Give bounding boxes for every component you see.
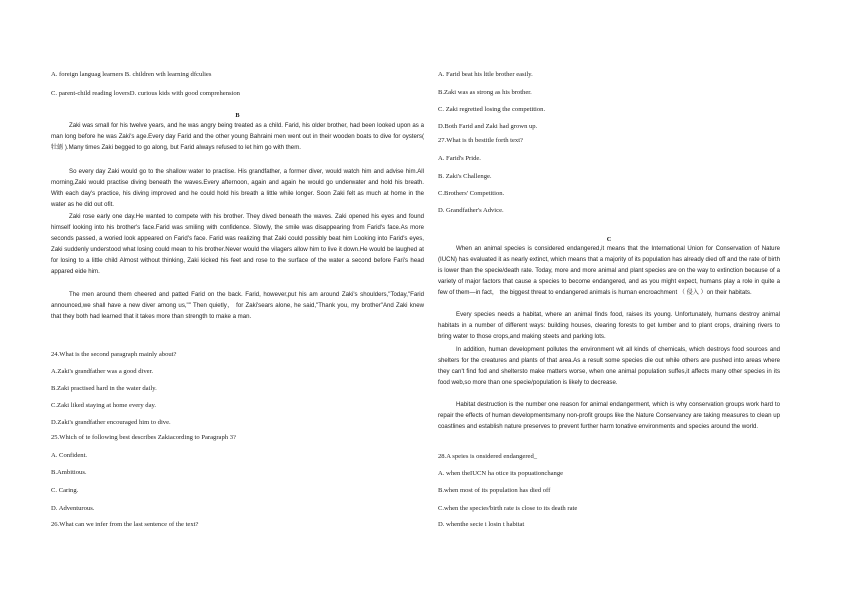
q24-option-a: A.Zaki's grandfather was a good diver. — [51, 368, 154, 375]
q27-option-c: C.Brothers' Competition. — [438, 190, 505, 197]
question-25: 25.Which of te following best describes Zakiacording to Paragraph 3? — [51, 434, 236, 441]
q28-option-a: A. when theIUCN ha otice its popuationchange — [438, 470, 564, 477]
q27-option-b: B. Zaki's Challenge. — [438, 173, 492, 180]
question-26: 26.What can we infer from the last sentence of the text? — [51, 521, 199, 528]
passage-c-paragraph-1: When an animal species is considered endangered,it means that the International Union for Conservation of Nature (IUCN) has evaluated it as nearly extinct, which means that a majority of its population has already died off and the rate of birth is lower than the specie/death rate. Today, more and more animal and plant species are on the way to extinction because of a variety of major factors that cause a species to become endangered, and as you might expect, humans play a role in quite a few of them—in fact， the biggest threat to endangered animals is human encroachment （ 侵入 ）on their habitats. — [438, 245, 780, 296]
q24-option-b: B.Zaki practised hard in the water daily. — [51, 385, 157, 392]
q26-option-b: B.Zaki was as strong as his brother. — [438, 89, 532, 96]
q28-option-c: C.when the species'birth rate is close to its death rate — [438, 505, 578, 512]
section-b-title: B — [235, 112, 240, 119]
section-c-title: C — [606, 236, 612, 243]
q25-option-b: B.Ambitious. — [51, 469, 87, 476]
question-24: 24.What is the second paragraph mainly about? — [51, 351, 177, 358]
q23-options-ab: A. foreign languag learners B. children wth learning dfculies — [51, 71, 212, 78]
q26-option-a: A. Farid beat his lttle brother easily. — [438, 71, 533, 78]
q23-options-cd: C. parent-child reading loversD. curious kids with good comprehension — [51, 90, 240, 97]
passage-b-paragraph-2: So every day Zaki would go to the shallow water to practise. His grandfather, a former diver, would watch him and advise him.All morning,Zaki would practise diving beneath the waves.Every afternoon, again and again he would go underwater and hold his breath. With each day's practice, his diving improved and he could hold his breath a little while longer. Soon Zaki felt as much at home in the water as he did out ofit. — [51, 168, 424, 208]
q25-option-c: C. Caring. — [51, 487, 79, 494]
q24-option-d: D.Zaki's grandfather encouraged him to dive. — [51, 419, 171, 426]
q26-option-d: D.Both Farid and Zaki had grown up. — [438, 123, 538, 130]
q28-option-d: D. whenthe secie i losin t habitat — [438, 521, 525, 528]
q25-option-d: D. Adventurous. — [51, 505, 95, 512]
q28-option-b: B.when most of its population has died off — [438, 487, 551, 494]
q25-option-a: A. Confident. — [51, 452, 88, 459]
passage-c-paragraph-4: Habitat destruction is the number one reason for animal endangerment, which is why conservation groups work hard to repair the effects of human developmentsmany non-profit groups like the Nature Conservancy are taking measures to clean up coastlines and establish nature preserves to prevent further harm tonative environments and species around the world. — [438, 401, 780, 430]
question-28: 28.A speies is onsidered endangered_ — [438, 453, 538, 460]
question-27: 27.What is th bestitle forth text? — [438, 137, 523, 144]
q27-option-d: D. Grandfather's Advice. — [438, 207, 504, 214]
passage-b-paragraph-4: The men around them cheered and patted Farid on the back. Farid, however,put his am around Zaki's shoulders,"Today,"Farid announced,we shall have a new diver among us,"" Then quietly， for Zaki'sears alone, he said,"Thank you, my brother"And Zaki knew that they both had learned that it takes more than strength to make a man. — [51, 291, 424, 320]
passage-b-paragraph-3: Zaki rose early one day.He wanted to compete with his brother. They dived beneath the waves. Zaki opened his eyes and found himself looking into his brother's face.Farid was smiling with confidence. Slowly, the smile was disappearing from Farid's face.As more seconds passed, a woried look appeared on Farid's face. Farid was realizing that Zaki could possibly beat him Looking into Farid's eyes, Zaki suddenly understood what losing could mean to his brother.Never would the vilagers allow him to live it down.He would be laughed at for losing to a little child Almost without thinking, Zaki kicked his feet and rose to the surface of the water a second before Fari's head appared eide him. — [51, 213, 424, 275]
q24-option-c: C.Zaki liked staying at home every day. — [51, 402, 157, 409]
q26-option-c: C. Zaki regretted losing the competition. — [438, 106, 546, 113]
q27-option-a: A. Farid's Pride. — [438, 155, 481, 162]
passage-c-paragraph-3: In addition, human development pollutes the environment wit all kinds of chemicals, which destroys food sources and shelters for the creatures and plants of that area.As a result some species die out while others are pushed into areas where they can't find fod and sheltersto make matters worse, when one animal population suffes,it affects many other species in its food web,so more than one specie/population is likely to decrease. — [438, 346, 780, 386]
passage-b-paragraph-1: Zaki was small for his twelve years, and he was angry being treated as a child. Farid, his older brother, had been looked upon as a man long before he was Zaki's age.Every day Farid and the other young Bahraini men went out in their wooden boats to dive for oysters( 牡蛎 ).Many times Zaki begged to go along, but Farid always refused to let him go with them. — [51, 122, 424, 151]
passage-c-paragraph-2: Every species needs a habitat, where an animal finds food, raises its young. Unfortunately, humans destroy animal habitats in a number of different ways: building houses, clearing forests to get lumber and to plant crops, draining rivers to bring water to those crops,and making steets and parking lots. — [438, 311, 780, 340]
